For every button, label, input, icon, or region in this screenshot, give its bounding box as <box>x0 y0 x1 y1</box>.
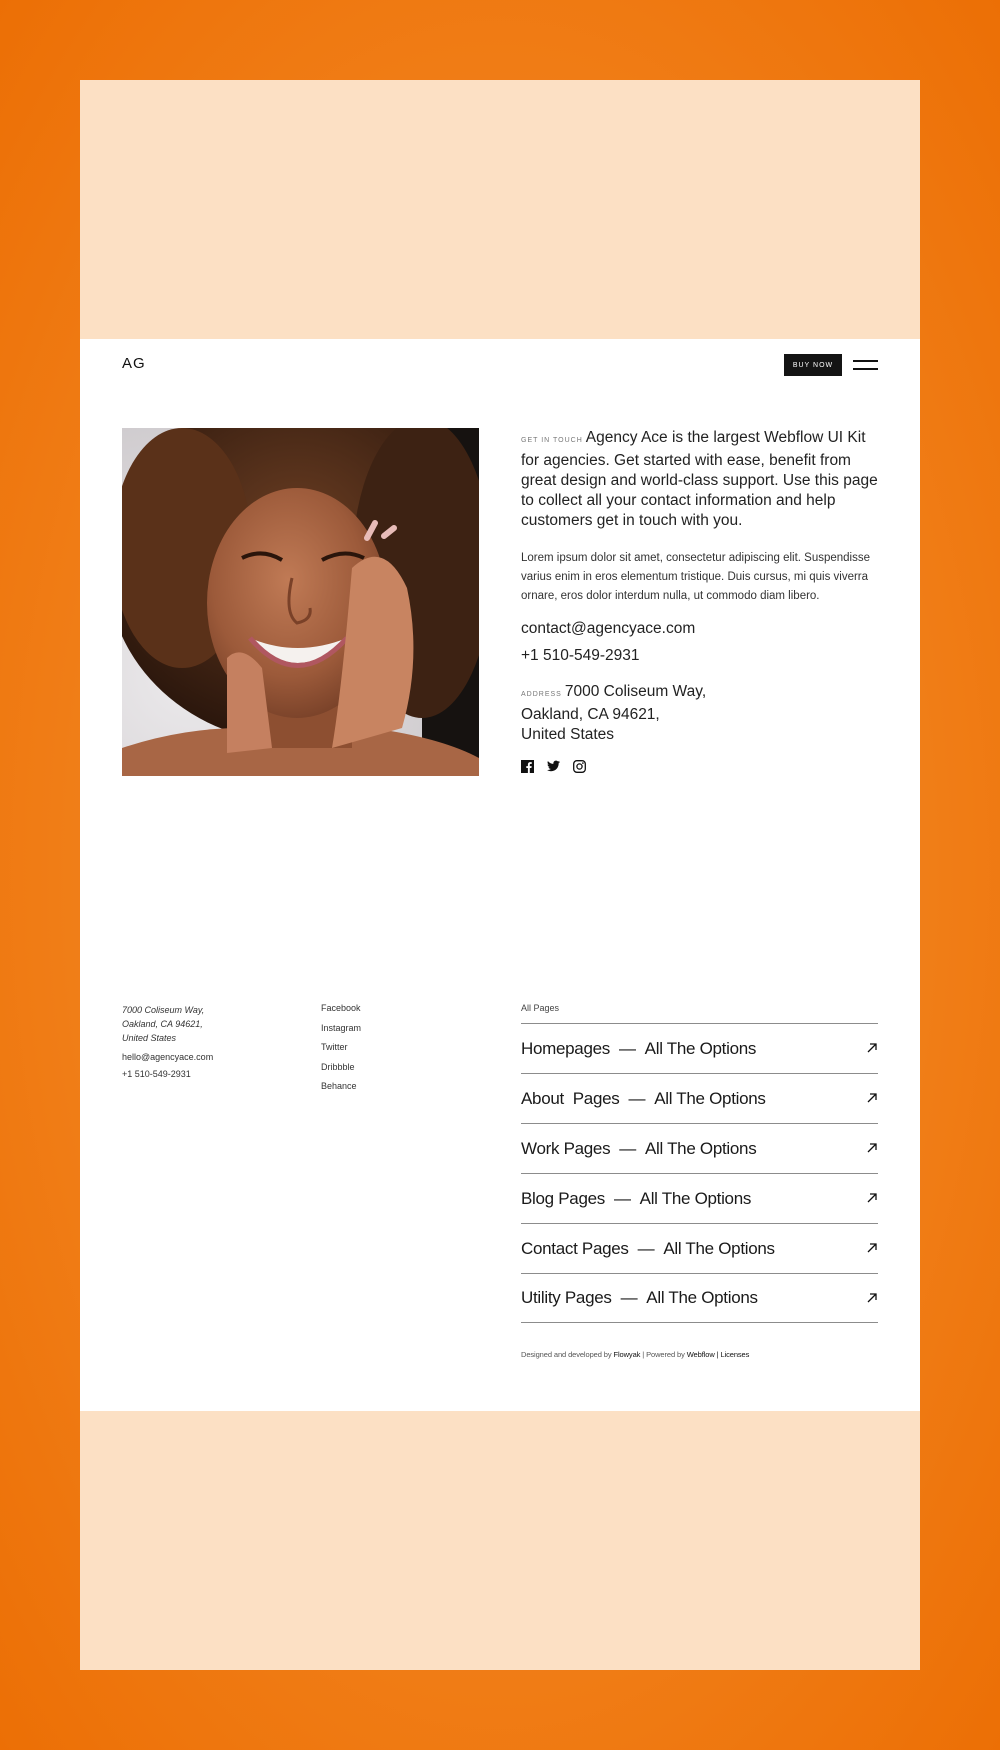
menu-line <box>853 360 878 362</box>
page-link-work[interactable] <box>521 1123 878 1173</box>
eyebrow-label: GET IN TOUCH <box>521 437 583 444</box>
footer-link-twitter[interactable]: Twitter <box>321 1042 348 1052</box>
portrait-photo <box>122 428 479 776</box>
footer-credits <box>521 1350 878 1359</box>
credits-webflow-link[interactable]: Webflow <box>686 1350 715 1359</box>
page-link-sep: — <box>619 1138 636 1158</box>
contact-email-link[interactable]: contact@agencyace.com <box>521 620 696 637</box>
page-link-name: About Pages <box>521 1088 620 1108</box>
credits-prefix: Designed and developed by <box>521 1350 612 1359</box>
page-link-suffix: All The Options <box>654 1088 766 1108</box>
intro-body: Agency Ace is the largest Webflow UI Kit for agencies. Get started with ease, benefit from great design and world-class support. Use this page to collect all your contact information and help customers get in touch with you. <box>521 429 878 529</box>
page-link-suffix: All The Options <box>644 1138 757 1158</box>
social-icons <box>521 760 878 773</box>
buy-now-button[interactable]: BUY NOW <box>784 354 842 376</box>
page-link-name: Work Pages <box>521 1138 611 1158</box>
footer-address-line-3: United States <box>122 1033 177 1043</box>
address-line-2: Oakland, CA 94621, <box>521 706 660 723</box>
page-card <box>80 339 920 1411</box>
page-link-suffix: All The Options <box>663 1238 775 1258</box>
address-line-3: United States <box>521 726 615 743</box>
facebook-icon[interactable] <box>521 760 534 773</box>
footer-address <box>122 1003 302 1045</box>
page-link-sep: — <box>613 1188 631 1208</box>
page-link-name: Blog Pages <box>521 1188 605 1208</box>
arrow-up-right-icon <box>866 1092 878 1104</box>
page-link-sep: — <box>628 1088 646 1108</box>
navbar <box>122 353 878 381</box>
page-link-name: Homepages <box>521 1038 610 1058</box>
all-pages-label: All Pages <box>521 1003 560 1013</box>
footer-phone-link[interactable]: +1 510-549-2931 <box>122 1069 191 1079</box>
arrow-up-right-icon <box>866 1192 878 1204</box>
footer-link-facebook[interactable]: Facebook <box>321 1003 361 1013</box>
footer-address-line-2: Oakland, CA 94621, <box>122 1019 203 1029</box>
twitter-icon[interactable] <box>547 760 560 773</box>
arrow-up-right-icon <box>866 1142 878 1154</box>
footer-address-line-1: 7000 Coliseum Way, <box>122 1005 205 1015</box>
page-link-name: Utility Pages <box>521 1288 612 1307</box>
instagram-icon[interactable] <box>573 760 586 773</box>
page-link-sep: — <box>620 1288 638 1307</box>
credits-flowyak-link[interactable]: Flowyak <box>613 1350 641 1359</box>
arrow-up-right-icon <box>866 1292 878 1304</box>
page-link-sep: — <box>618 1038 636 1058</box>
footer-link-dribbble[interactable]: Dribbble <box>321 1061 355 1072</box>
page-link-homepages[interactable] <box>521 1023 878 1073</box>
page-link-suffix: All The Options <box>644 1038 757 1058</box>
credits-licenses-link[interactable]: | Licenses <box>716 1350 750 1359</box>
menu-line <box>853 368 878 370</box>
description-text: Lorem ipsum dolor sit amet, consectetur adipiscing elit. Suspendisse varius enim in eros elementum tristique. Duis cursus, mi quis viverra ornare, eros dolor interdum nulla, ut commodo diam libero. <box>521 552 871 602</box>
page-link-sep: — <box>637 1238 655 1258</box>
hamburger-icon[interactable] <box>853 360 878 370</box>
address-block <box>521 682 878 745</box>
page-link-suffix: All The Options <box>639 1188 752 1208</box>
page-link-name: Contact Pages <box>521 1238 629 1258</box>
footer-social-links <box>321 1003 441 1101</box>
footer-link-instagram[interactable]: Instagram <box>321 1022 362 1033</box>
arrow-up-right-icon <box>866 1042 878 1054</box>
address-line-1: 7000 Coliseum Way, <box>564 683 707 700</box>
page-link-utility[interactable] <box>521 1273 878 1323</box>
contact-phone-link[interactable]: +1 510-549-2931 <box>521 647 640 664</box>
footer-email-link[interactable]: hello@agencyace.com <box>122 1052 214 1062</box>
credits-powered: | Powered by <box>642 1350 685 1359</box>
smiling-woman-photo <box>122 428 479 776</box>
arrow-up-right-icon <box>866 1242 878 1254</box>
address-label: ADDRESS <box>521 691 562 698</box>
footer-link-behance[interactable]: Behance <box>321 1081 357 1091</box>
page-link-blog[interactable] <box>521 1173 878 1223</box>
footer-contact <box>122 1003 302 1079</box>
footer-all-pages <box>521 1003 878 1359</box>
logo[interactable]: AG <box>122 355 146 372</box>
contact-info <box>521 428 878 773</box>
page-link-contact[interactable] <box>521 1223 878 1273</box>
page-link-suffix: All The Options <box>646 1288 758 1307</box>
page-link-about[interactable] <box>521 1073 878 1123</box>
intro-text <box>521 428 878 531</box>
